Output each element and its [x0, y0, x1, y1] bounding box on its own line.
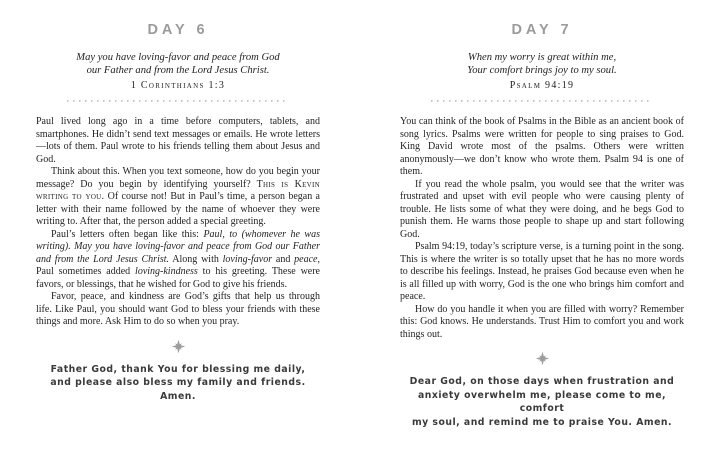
prayer-text: [400, 375, 684, 429]
body-paragraph: You can think of the book of Psalms in the Bible as an ancient book of song lyrics. Psalms were written for people to sing praises to God. King David wrote most of the psalms. Others were written anonymously—we don’t know who wrote them. Psalm 94 is one of them.: [400, 116, 684, 177]
scripture-verse: [400, 51, 684, 77]
prayer-text: [36, 363, 320, 404]
text-line: our Father and from the Lord Jesus Christ.: [86, 65, 270, 76]
text-line: Father God, thank You for blessing me daily,: [50, 363, 306, 375]
devotional-body: [36, 116, 320, 329]
body-paragraph: If you read the whole psalm, you would see that the writer was frustrated and upset with evil people who were causing plenty of trouble. He lists some of what they were doing, and he begs God to punish them. He warns those people to shape up and start following God.: [400, 178, 684, 240]
text-line: and please also bless my family and friends. Amen.: [50, 377, 306, 402]
scripture-reference: Psalm 94:19: [509, 80, 575, 91]
scripture-reference: 1 Corinthians 1:3: [130, 80, 226, 91]
body-paragraph: Think about this. When you text someone, how do you begin your message? Do you begin by identifying yourself? This is Kevin writing to you. Of course not! But in Paul’s time, a person began a letter with their name followed by the name of whoever they were writing to. After that, the person added a special greeting.: [36, 166, 321, 227]
body-paragraph: Psalm 94:19, today’s scripture verse, is a turning point in the song. This is where the writer is so totally upset that he has no more words to describe his feelings. Instead, he praises God because even when he is all filled up with worry, God is the one who brings him comfort and peace.: [400, 241, 684, 302]
body-paragraph: How do you handle it when you are filled with worry? Remember this: God knows. He understands. Trust Him to comfort you and work things out.: [400, 303, 684, 340]
text-line: Dear God, on those days when frustration and: [409, 376, 675, 387]
scripture-verse: [36, 51, 320, 77]
page-day-7: [360, 0, 720, 468]
dotted-divider: [67, 100, 289, 102]
text-line: Your comfort brings joy to my soul.: [467, 65, 617, 76]
text-line: When my worry is great within me,: [467, 52, 617, 63]
devotional-body: [400, 116, 684, 341]
star-ornament-icon: [400, 351, 684, 366]
dotted-divider: [431, 100, 653, 102]
body-paragraph: Paul’s letters often began like this: Paul, to (whomever he was writing). May you have loving-favor and peace from God our Father and from the Lord Jesus Christ. Along with loving-favor and peace, Paul sometimes added loving-kindness to his greeting. These were favors, or blessings, that he wished for God to give his friends.: [36, 228, 320, 290]
text-line: anxiety overwhelm me, please come to me, comfort: [417, 389, 667, 414]
body-paragraph: Favor, peace, and kindness are God’s gifts that help us through life. Like Paul, you should want God to bless your friends with these things and more. Ask Him to do so when you pray.: [36, 291, 320, 327]
star-ornament-icon: [36, 339, 320, 354]
day-heading: DAY 7: [511, 22, 573, 38]
day-heading: DAY 6: [147, 22, 209, 38]
body-paragraph: Paul lived long ago in a time before computers, tablets, and smartphones. He didn’t send text messages or emails. He wrote letters—lots of them. Paul wrote to his friends telling them about Jesus and God.: [36, 116, 320, 165]
text-line: May you have loving-favor and peace from God: [76, 52, 280, 63]
text-line: my soul, and remind me to praise You. Amen.: [411, 416, 673, 428]
